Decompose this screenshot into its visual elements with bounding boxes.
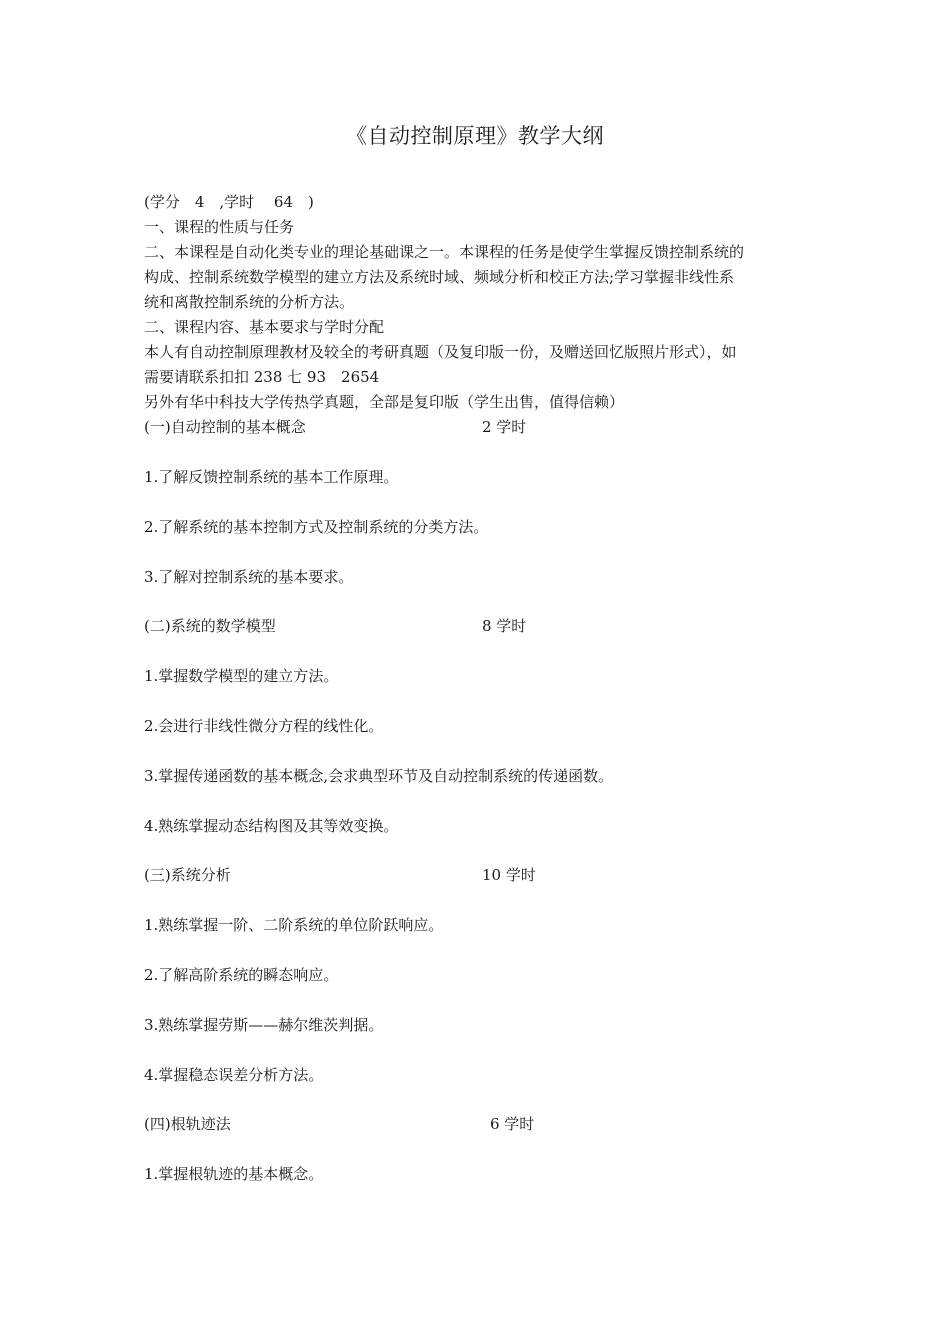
text-line: 构成、控制系统数学模型的建立方法及系统时域、频域分析和校正方法;学习掌握非线性系 <box>144 268 735 286</box>
text-line: 另外有华中科技大学传热学真题，全部是复印版（学生出售，值得信赖） <box>144 393 625 411</box>
text-line: 本人有自动控制原理教材及较全的考研真题（及复印版一份，及赠送回忆版照片形式），如 <box>144 343 737 361</box>
list-item: 1.熟练掌握一阶、二阶系统的单位阶跃响应。 <box>144 916 444 934</box>
text-line: 统和离散控制系统的分析方法。 <box>144 293 355 311</box>
credits-line: (学分 4 ,学时 64 ) <box>144 193 314 211</box>
list-item: 3.了解对控制系统的基本要求。 <box>144 568 354 586</box>
list-item: 1.了解反馈控制系统的基本工作原理。 <box>144 468 399 486</box>
section-hours: 10 学时 <box>482 866 536 884</box>
list-item: 1.掌握根轨迹的基本概念。 <box>144 1165 324 1183</box>
list-item: 4.掌握稳态误差分析方法。 <box>144 1066 324 1084</box>
list-item: 1.掌握数学模型的建立方法。 <box>144 667 339 685</box>
section-heading <box>144 863 816 887</box>
list-item: 3.熟练掌握劳斯——赫尔维茨判据。 <box>144 1016 384 1034</box>
section-title: (一)自动控制的基本概念 <box>144 418 306 436</box>
list-item: 2.了解高阶系统的瞬态响应。 <box>144 966 339 984</box>
section-heading <box>144 415 816 439</box>
section-heading <box>144 614 816 638</box>
document-title: 《自动控制原理》教学大纲 <box>346 124 604 148</box>
list-item: 4.熟练掌握动态结构图及其等效变换。 <box>144 817 399 835</box>
text-line: 二、课程内容、基本要求与学时分配 <box>144 318 385 336</box>
section-title: (三)系统分析 <box>144 866 231 884</box>
section-hours: 6 学时 <box>490 1115 535 1133</box>
text-line: 二、本课程是自动化类专业的理论基础课之一。本课程的任务是使学生掌握反馈控制系统的 <box>144 243 745 261</box>
list-item: 2.了解系统的基本控制方式及控制系统的分类方法。 <box>144 518 489 536</box>
section-heading <box>144 1112 816 1136</box>
section-title: (四)根轨迹法 <box>144 1115 231 1133</box>
text-line: 需要请联系扣扣 238 七 93 2654 <box>144 368 380 386</box>
section-hours: 2 学时 <box>482 418 527 436</box>
list-item: 2.会进行非线性微分方程的线性化。 <box>144 717 384 735</box>
text-line: 一、课程的性质与任务 <box>144 218 295 236</box>
section-title: (二)系统的数学模型 <box>144 617 276 635</box>
list-item: 3.掌握传递函数的基本概念,会求典型环节及自动控制系统的传递函数。 <box>144 767 614 785</box>
section-hours: 8 学时 <box>482 617 527 635</box>
